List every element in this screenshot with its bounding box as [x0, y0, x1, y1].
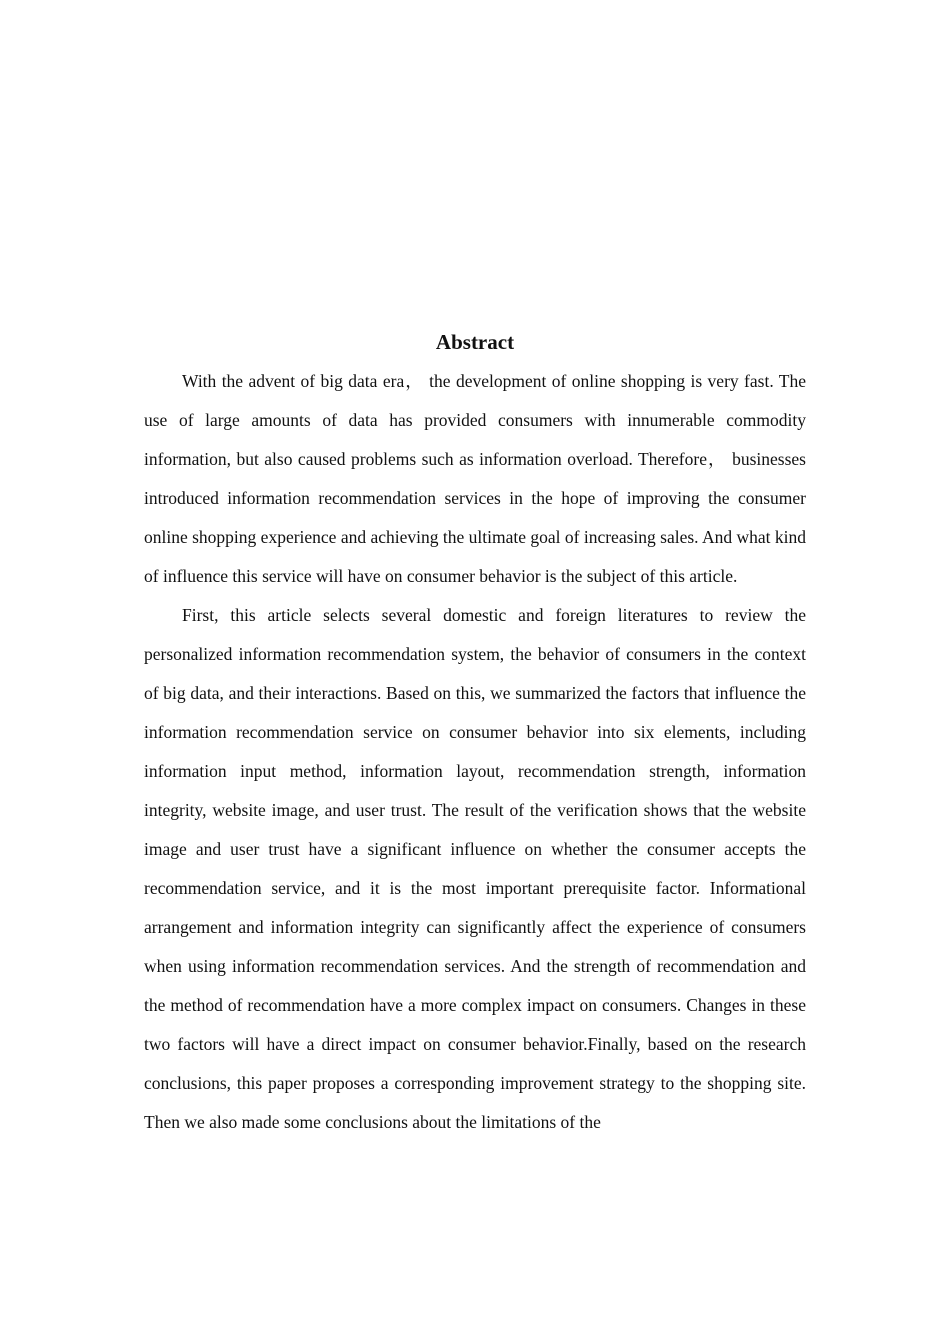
- abstract-title: Abstract: [435, 330, 515, 354]
- abstract-paragraph-2: First, this article selects several domestic and foreign literatures to review the personalized information recommendation system, the behavior of consumers in the context of big data, and their interactions. Based on this, we summarized the factors that influence the information recommendation service on consumer behavior into six elements, including information input method, information layout, recommendation strength, information integrity, website image, and user trust. The result of the verification shows that the website image and user trust have a significant influence on whether the consumer accepts the recommendation service, and it is the most important prerequisite factor. Informational arrangement and information integrity can significantly affect the experience of consumers when using information recommendation services. And the strength of recommendation and the method of recommendation have a more complex impact on consumers. Changes in these two factors will have a direct impact on consumer behavior.Finally, based on the research conclusions, this paper proposes a corresponding improvement strategy to the shopping site. Then we also made some conclusions about the limitations of the: [144, 605, 806, 1132]
- abstract-paragraph-1: With the advent of big data era， the development of online shopping is very fast. The use of large amounts of data has provided consumers with innumerable commodity information, but also caused problems such as information overload. Therefore， businesses introduced information recommendation services in the hope of improving the consumer online shopping experience and achieving the ultimate goal of increasing sales. And what kind of influence this service will have on consumer behavior is the subject of this article.: [144, 371, 806, 586]
- abstract-body: [144, 362, 806, 1220]
